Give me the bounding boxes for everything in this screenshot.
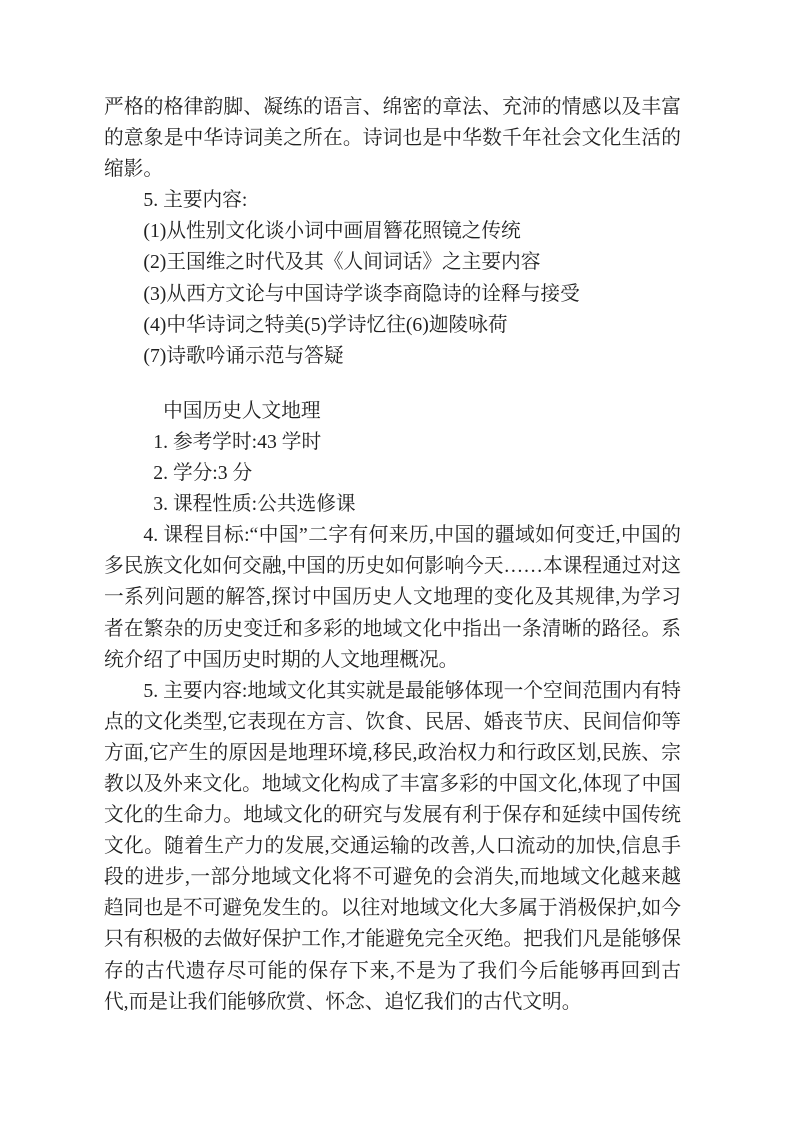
poetry-content-item-3: (3)从西方文论与中国诗学谈李商隐诗的诠释与接受 bbox=[143, 282, 580, 305]
blank-line bbox=[104, 372, 681, 396]
paragraph-poetry-course-summary-tail: 严格的格律韵脚、凝练的语言、绵密的章法、充沛的情感以及丰富的意象是中华诗词美之所在。诗词也是中华数千年社会文化生活的缩影。 bbox=[104, 96, 681, 181]
course-item-type: 3. 课程性质:公共选修课 bbox=[153, 493, 356, 516]
course-item-main-content: 5. 主要内容:地域文化其实就是最能够体现一个空间范围内有特点的文化类型,它表现在方言、饮食、民居、婚丧节庆、民间信仰等方面,它产生的原因是地理环境,移民,政治权力和行政区划,民族、宗教以及外来文化。地域文化构成了丰富多彩的中国文化,体现了中国文化的生命力。地域文化的研究与发展有利于保存和延续中国传统文化。随着生产力的发展,交通运输的改善,人口流动的加快,信息手段的进步,一部分地域文化将不可避免的会消失,而地域文化越来越趋同也是不可避免发生的。以往对地域文化大多属于消极保护,如今只有积极的去做好保护工作,才能避免完全灭绝。把我们凡是能够保存的古代遗存尽可能的保存下来,不是为了我们今后能够再回到古代,而是让我们能够欣赏、怀念、追忆我们的古代文明。 bbox=[104, 679, 681, 1013]
poetry-content-item-1: (1)从性别文化谈小词中画眉簪花照镜之传统 bbox=[143, 220, 521, 243]
poetry-content-item-7: (7)诗歌吟诵示范与答疑 bbox=[143, 344, 344, 367]
course-item-hours: 1. 参考学时:43 学时 bbox=[153, 430, 322, 453]
poetry-content-items-4-5-6: (4)中华诗词之特美(5)学诗忆往(6)迦陵咏荷 bbox=[143, 313, 508, 336]
course-item-credits: 2. 学分:3 分 bbox=[153, 462, 253, 485]
course-item-objectives: 4. 课程目标:“中国”二字有何来历,中国的疆域如何变迁,中国的多民族文化如何交融,中国的历史如何影响今天……本课程通过对这一系列问题的解答,探讨中国历史人文地理的变化及其规律,为学习者在繁杂的历史变迁和多彩的地域文化中指出一条清晰的路径。系统介绍了中国历史时期的人文地理概况。 bbox=[104, 524, 681, 671]
document-body bbox=[104, 92, 681, 1018]
poetry-content-item-2: (2)王国维之时代及其《人间词话》之主要内容 bbox=[143, 251, 541, 274]
poetry-main-content-heading: 5. 主要内容: bbox=[143, 189, 248, 212]
course-title-history-geography: 中国历史人文地理 bbox=[163, 399, 321, 422]
